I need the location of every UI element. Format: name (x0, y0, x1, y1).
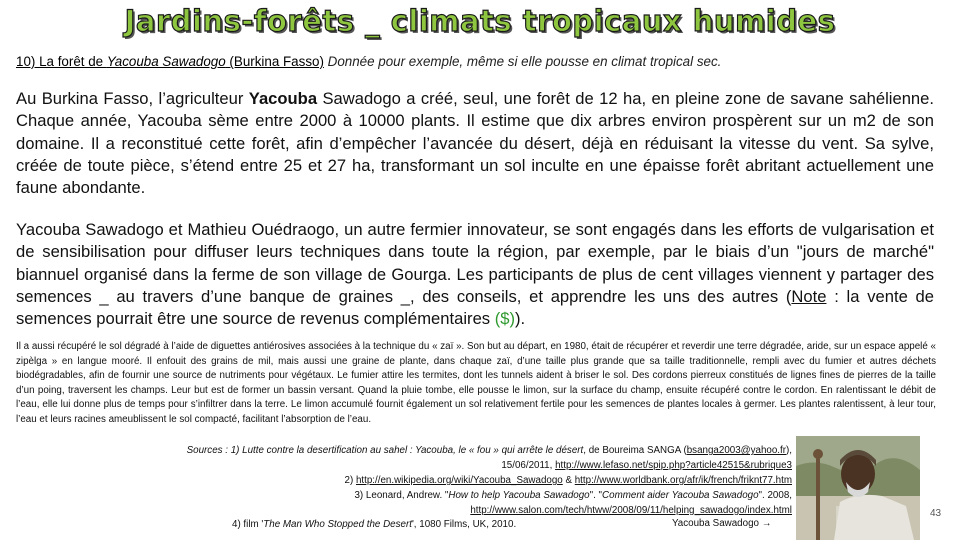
source-3-worldbank-link[interactable]: http://www.worldbank.org/afr/ik/french/friknt77.htm (574, 475, 792, 486)
heading-lead: 10) La forêt de (16, 54, 107, 69)
source-1-email-link[interactable]: bsanga2003@yahoo.fr (686, 445, 787, 456)
portrait-photo (796, 436, 920, 540)
source-line-2 (501, 459, 792, 474)
detail-paragraph: Il a aussi récupéré le sol dégradé à l’aide de diguettes antiérosives associées à la technique du « zaï ». Son but au départ, en 1980, était de récupérer et reverdir une terre dégradée, aride, sur un espace appelé « zipèlga » en langue mooré. Il enfouit des grains de mil, mais aussi une graine de plante, dans chaque zaï, d’une taille plus grande que sa taille traditionnelle, rempli avec du fumier et autres déchets biodégradables, afin de fournir une source de nutriments pour végétaux. Le fumier attire les termites, dont les tunnels aident à briser le sol. Des cordons pierreux constitués de lignes fines de pierres de la taille d’un poing, traversent les champs. Leur but est de former un bassin versant. Quand la pluie tombe, elle pousse le limon, sur la surface du champ, ensuite récupéré contre le cordon. En ralentissant le débit de l’eau, elle lui donne plus de temps pour s’infiltrer dans la terre. Le limon accumulé fournit également un sol relativement fertile pour les semences de plantes locales à germer. Les plantes ralentissent, à leur tour, l’eau et leurs racines ameublissent le sol compacté, facilitant l’absorption de l’eau. (16, 341, 936, 425)
source-3-wiki-link[interactable]: http://en.wikipedia.org/wiki/Yacouba_Sawadogo (355, 475, 563, 486)
p2-text-a: Yacouba Sawadogo et Mathieu Ouédraogo, un autre fermier innovateur, se sont engagés dans les efforts de vulgarisation et de sensibilisation pour diffuser leurs techniques dans toute la région, par exemple, par le biais d’un "jours de marché" biannuel organisé dans la ferme de son village de Gourga. Les participants de plus de cent villages viennent y partager des semences _ au travers d’une banque de graines _, des conseils, et apprendre les uns des autres ( (16, 220, 934, 306)
p1-text-a: Au Burkina Fasso, l’agriculteur (16, 89, 249, 108)
source-3-num: 2) (344, 475, 356, 486)
source-line-6 (232, 518, 516, 533)
source-line-3 (345, 474, 792, 489)
source-line-4 (354, 489, 792, 504)
heading-name: Yacouba Sawadogo (106, 54, 226, 69)
source-4-b: ". " (589, 490, 603, 501)
source-2-date: 15/06/2011, (501, 460, 556, 471)
photo-caption: Yacouba Sawadogo → (672, 518, 772, 529)
source-2-link[interactable]: http://www.lefaso.net/spip.php?article42515&rubrique3 (555, 460, 792, 471)
p2-text-c: ). (514, 309, 526, 329)
source-4-title-fr: Comment aider Yacouba Sawadogo (602, 490, 759, 501)
heading-place: (Burkina Fasso) (225, 54, 324, 69)
source-6-a: 4) film ' (232, 519, 264, 530)
source-3-amp: & (562, 475, 575, 486)
source-1-author: , de Boureima SANGA ( (583, 445, 687, 456)
slide-title: Jardins-forêts _ climats tropicaux humides (124, 4, 836, 38)
source-6-film-title: The Man Who Stopped the Desert (263, 519, 412, 530)
source-4-c: ". 2008, (758, 490, 792, 501)
p2-money: ($) (494, 309, 515, 329)
source-6-b: ', 1080 Films, UK, 2010. (411, 519, 517, 530)
source-4-title-en: How to help Yacouba Sawadogo (448, 490, 590, 501)
source-5-salon-link[interactable]: http://www.salon.com/tech/htww/2008/09/11/helping_sawadogo/index.html (470, 505, 792, 516)
p1-name: Yacouba (248, 89, 318, 108)
paragraph-1 (16, 88, 934, 199)
page-number: 43 (930, 508, 942, 519)
source-1-end: ), (786, 445, 792, 456)
p2-text-b: : la vente de semences pourrait être une source de revenus complémentaires (16, 286, 934, 329)
p2-note-word: Note (791, 286, 827, 306)
source-line-1 (187, 444, 792, 459)
paragraph-2 (16, 219, 934, 330)
source-1-title: Sources : 1) Lutte contre la desertification au sahel : Yacouba, le « fou » qui arrête le désert (186, 445, 584, 456)
source-line-5 (470, 504, 792, 519)
heading-note: Donnée pour exemple, même si elle pousse en climat tropical sec. (323, 54, 722, 69)
p1-text-b: Sawadogo a créé, seul, une forêt de 12 ha, en pleine zone de savane sahélienne. Chaque année, Yacouba sème entre 2000 à 10000 plants. Il estime que dix arbres environ prospèrent sur un m2 de son domaine. Il a reconstitué cette forêt, afin d’empêcher l’avancée du désert, déjà en réduisant la vitesse du vent. Sa sylve, créée de toute pièce, s’étend entre 25 et 27 ha, transformant un sol inculte en une épaisse forêt abritant actuellement une faune abondante. (16, 89, 934, 198)
section-heading (16, 54, 946, 69)
source-4-a: 3) Leonard, Andrew. " (354, 490, 449, 501)
